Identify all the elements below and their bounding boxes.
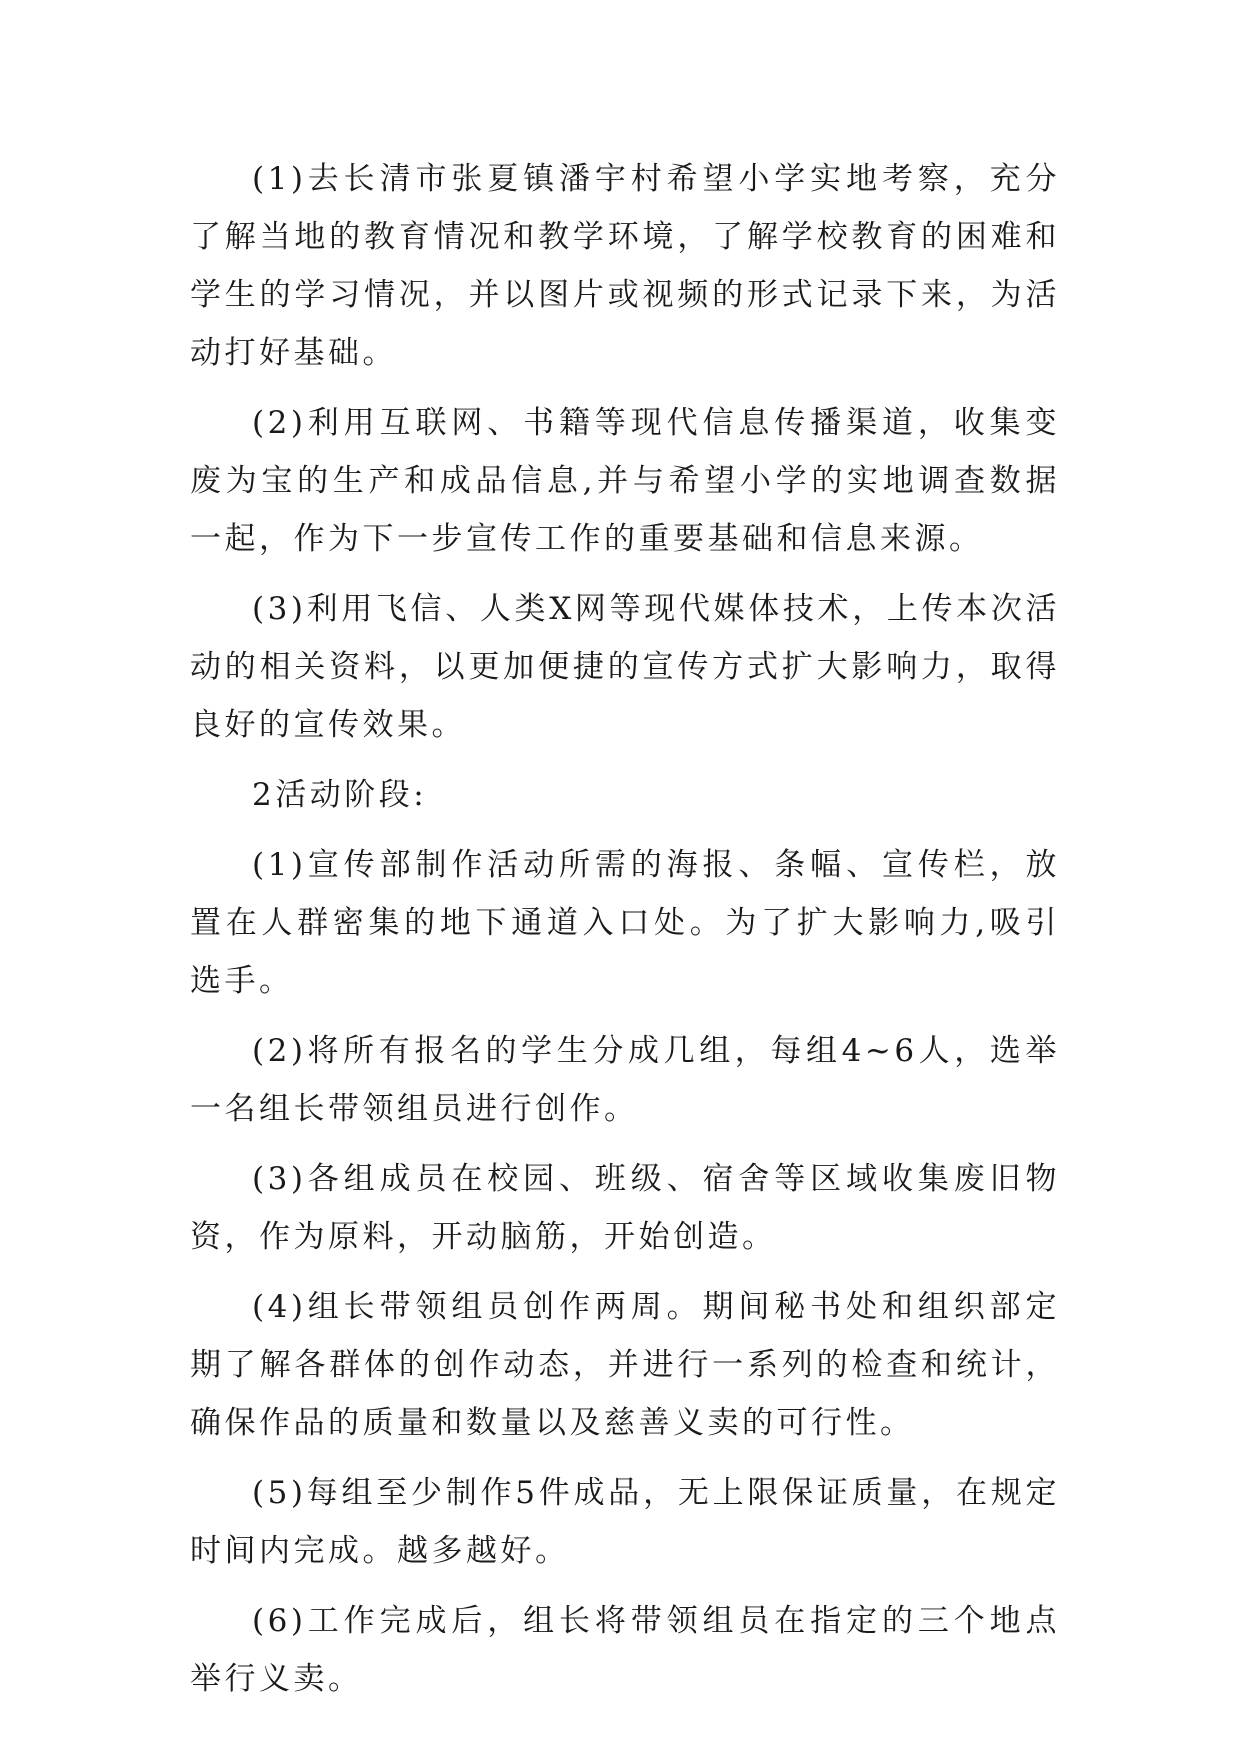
paragraph-poster-production: (1)宣传部制作活动所需的海报、条幅、宣传栏，放置在人群密集的地下通道入口处。为了扩大影响力,吸引选手。 [190,847,1060,999]
paragraph-charity-sale: (6)工作完成后，组长将带领组员在指定的三个地点举行义卖。 [190,1603,1060,1697]
section-heading-activity-stage: 2活动阶段: [252,777,428,813]
paragraph-group-division: (2)将所有报名的学生分成几组，每组4~6人，选举一名组长带领组员进行创作。 [190,1033,1060,1127]
paragraph-product-quota: (5)每组至少制作5件成品，无上限保证质量，在规定时间内完成。越多越好。 [190,1475,1060,1569]
paragraph-research-visit: (1)去长清市张夏镇潘宇村希望小学实地考察，充分了解当地的教育情况和教学环境，了解学校教育的困难和学生的学习情况，并以图片或视频的形式记录下来，为活动打好基础。 [190,161,1060,371]
paragraph-material-collection: (3)各组成员在校园、班级、宿舍等区域收集废旧物资，作为原料，开动脑筋，开始创造。 [190,1161,1060,1255]
paragraph-media-upload: (3)利用飞信、人类X网等现代媒体技术，上传本次活动的相关资料，以更加便捷的宣传方式扩大影响力，取得良好的宣传效果。 [190,591,1060,743]
document-body [190,150,1060,1720]
paragraph-information-collection: (2)利用互联网、书籍等现代信息传播渠道，收集变废为宝的生产和成品信息,并与希望小学的实地调查数据一起，作为下一步宣传工作的重要基础和信息来源。 [190,405,1060,557]
paragraph-creation-period: (4)组长带领组员创作两周。期间秘书处和组织部定期了解各群体的创作动态，并进行一系列的检查和统计，确保作品的质量和数量以及慈善义卖的可行性。 [190,1289,1060,1441]
